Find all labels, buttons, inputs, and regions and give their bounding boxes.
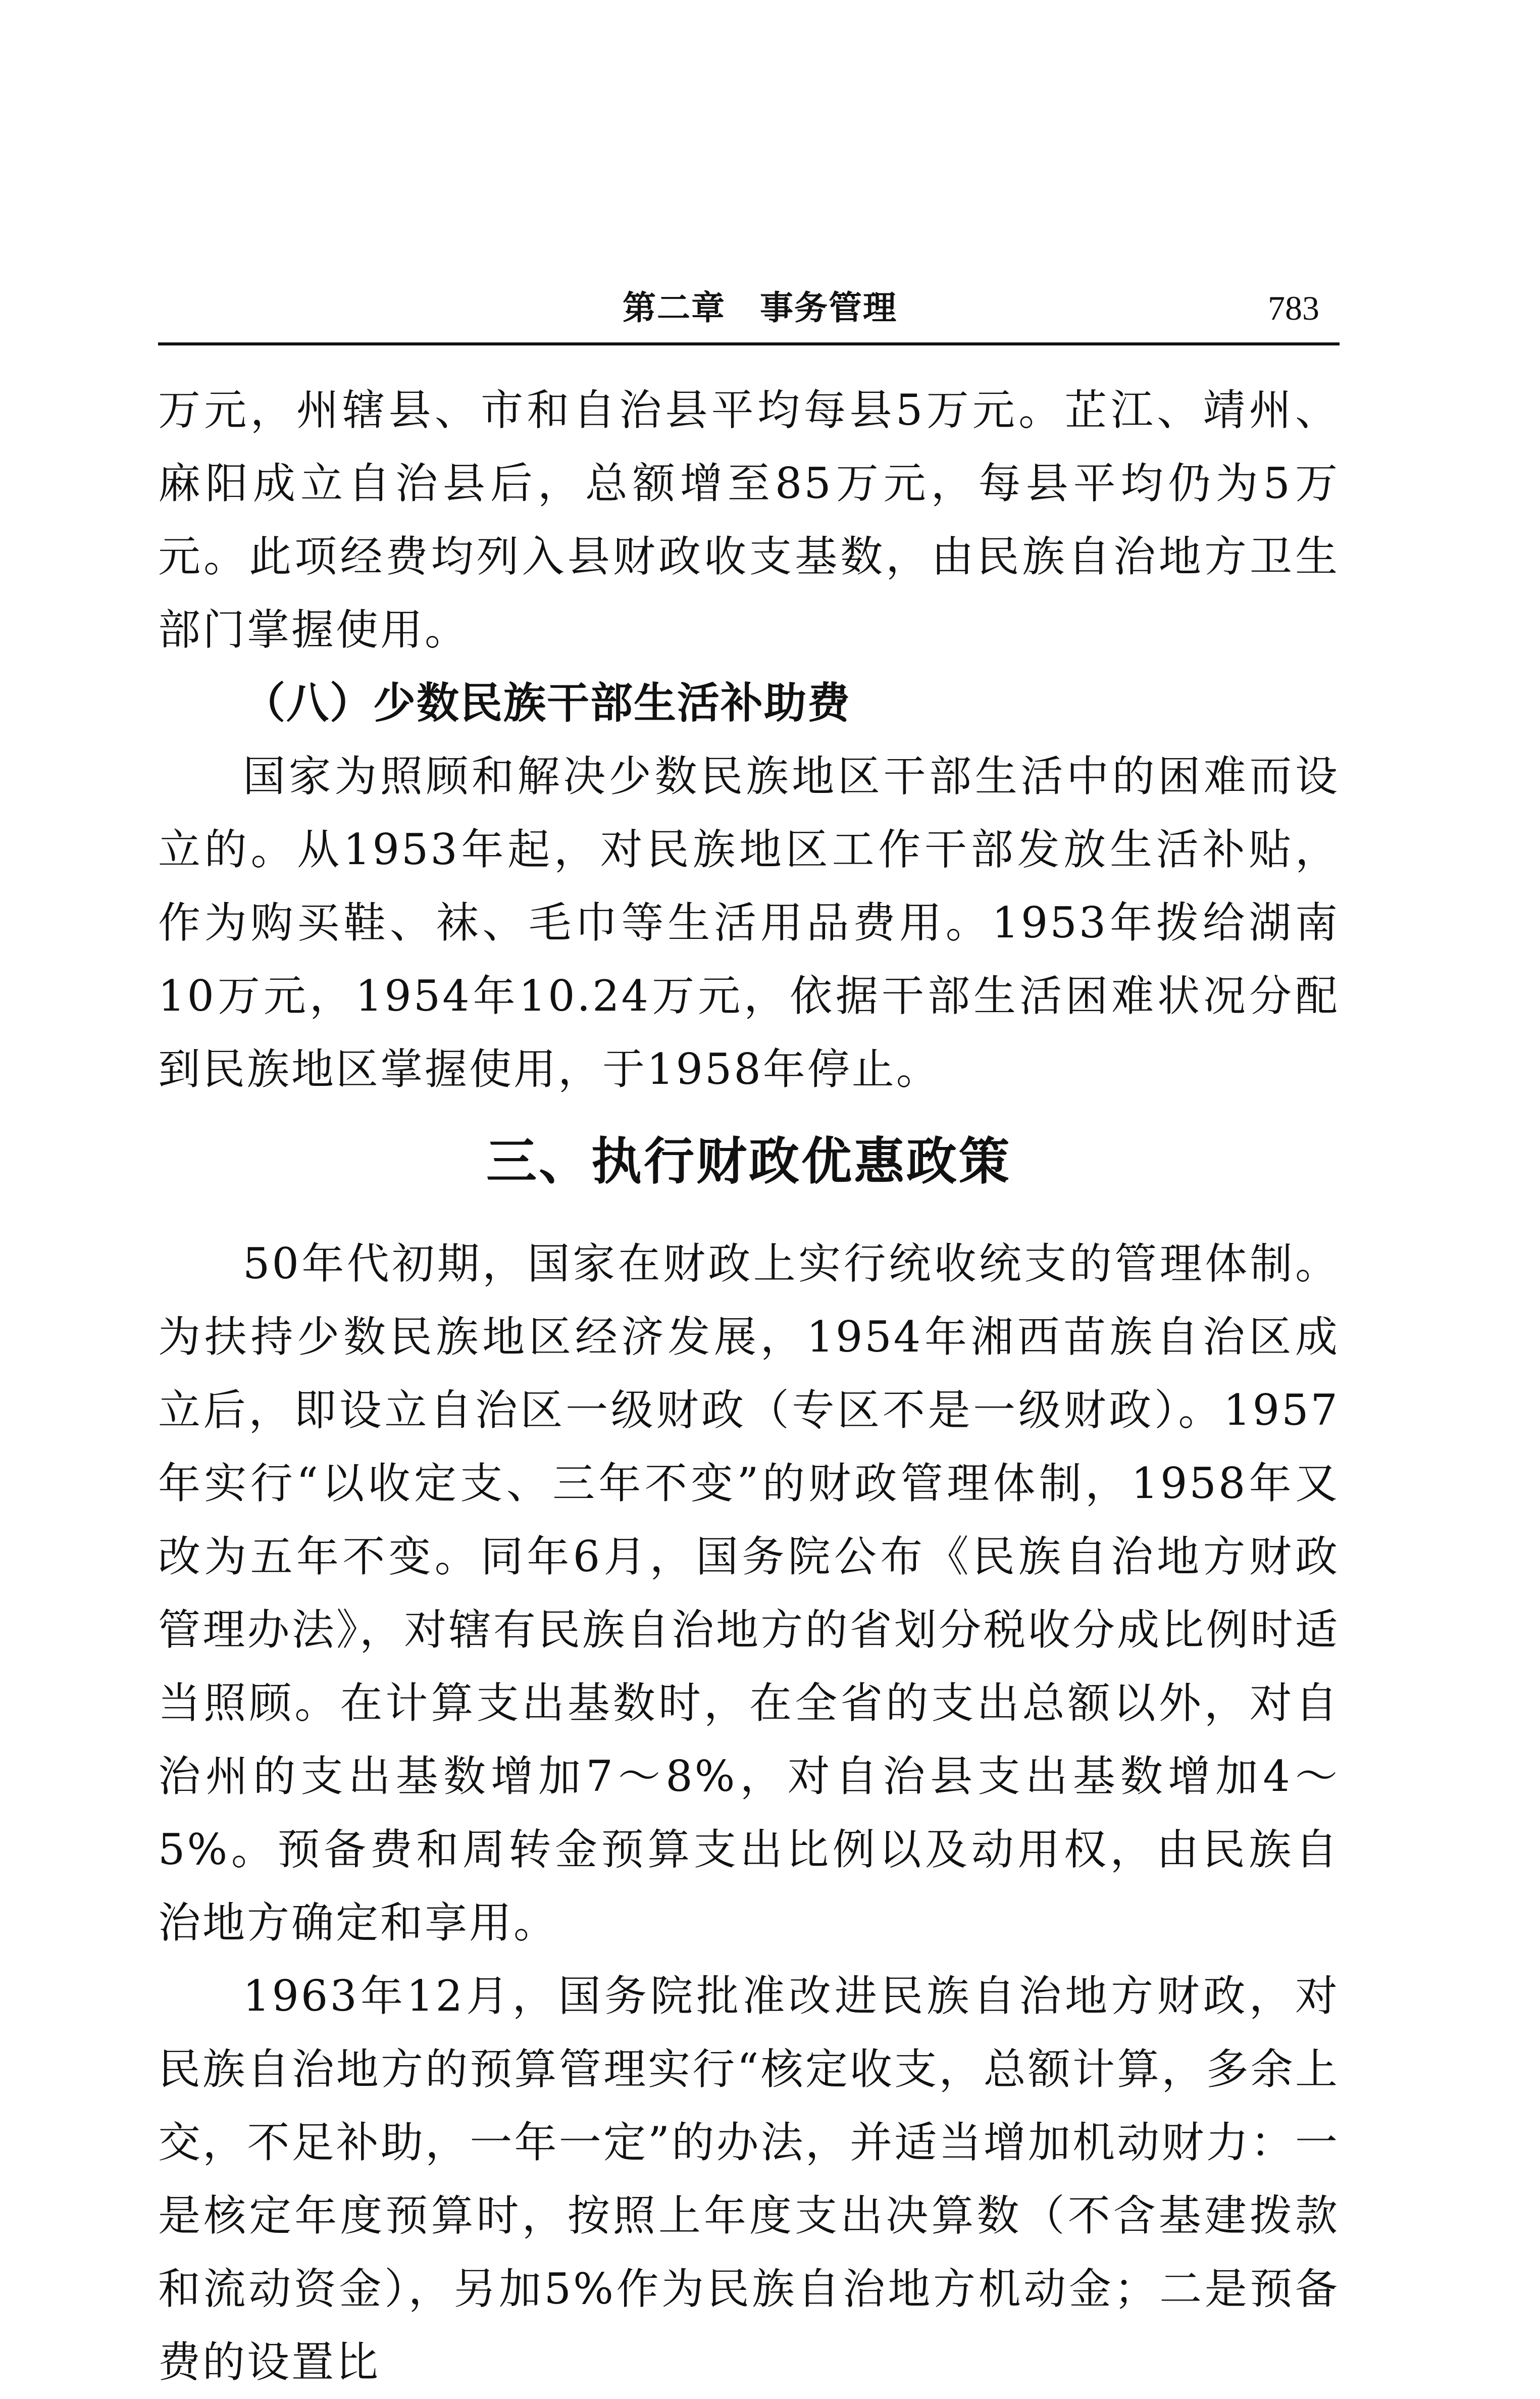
paragraph-finance-system: 50年代初期，国家在财政上实行统收统支的管理体制。为扶持少数民族地区经济发展，1954年湘西苗族自治区成立后，即设立自治区一级财政（专区不是一级财政）。1957年实行“以收定支、三年不变”的财政管理体制，1958年又改为五年不变。同年6月，国务院公布《民族自治地方财政管理办法》，对辖有民族自治地方的省划分税收分成比例时适当照顾。在计算支出基数时，在全省的支出总额以外，对自治州的支出基数增加7～8%，对自治县支出基数增加4～5%。预备费和周转金预算支出比例以及动用权，由民族自治地方确定和享用。: [158, 1239, 1340, 1947]
paragraph-continued: 万元，州辖县、市和自治县平均每县5万元。芷江、靖州、麻阳成立自治县后，总额增至85万元，每县平均仍为5万元。此项经费均列入县财政收支基数，由民族自治地方卫生部门掌握使用。: [158, 385, 1340, 655]
subheading-cadre-subsidy: （八）少数民族干部生活补助费: [243, 678, 851, 728]
chapter-title: 第二章 事务管理: [623, 288, 897, 327]
paragraph-1963-reform: 1963年12月，国务院批准改进民族自治地方财政，对民族自治地方的预算管理实行“核定收支，总额计算，多余上交，不足补助，一年一定”的办法，并适当增加机动财力：一是核定年度预算时，按照上年度支出决算数（不含基建拨款和流动资金），另加5%作为民族自治地方机动金；二是预备费的设置比: [158, 1971, 1340, 2387]
header-rule: [158, 342, 1340, 345]
paragraph-cadre-subsidy: 国家为照顾和解决少数民族地区干部生活中的困难而设立的。从1953年起，对民族地区工作干部发放生活补贴，作为购买鞋、袜、毛巾等生活用品费用。1953年拨给湖南10万元，1954年10.24万元，依据干部生活困难状况分配到民族地区掌握使用，于1958年停止。: [158, 752, 1340, 1094]
section-heading: 三、执行财政优惠政策: [486, 1132, 1011, 1191]
page-body: [158, 374, 1340, 2399]
page-header: [158, 283, 1340, 333]
page-number: 783: [1268, 289, 1319, 327]
